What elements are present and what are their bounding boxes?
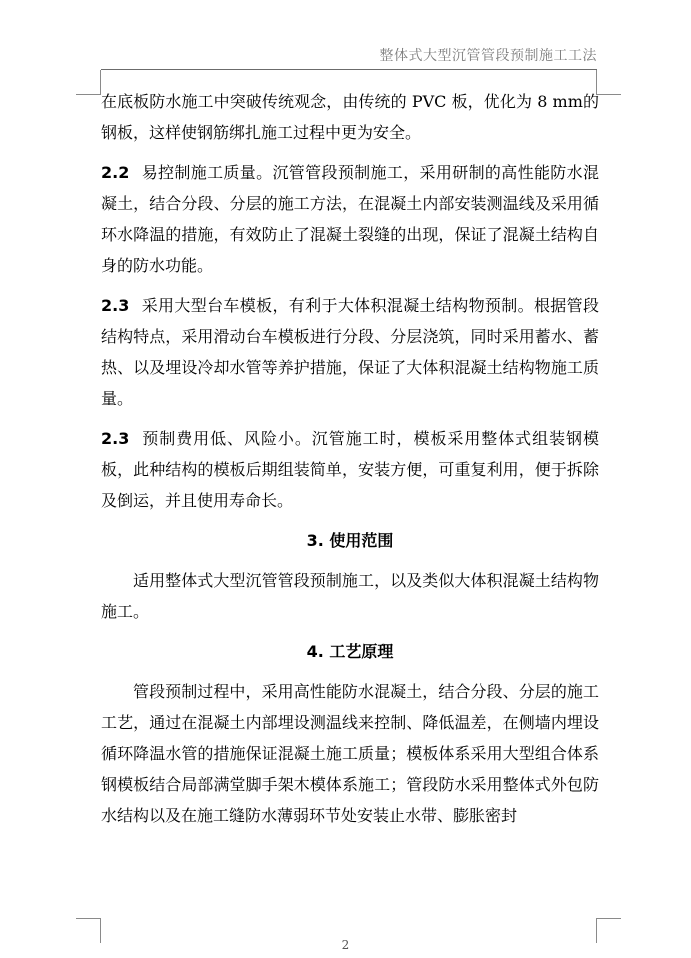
section-heading-4: 4. 工艺原理 (306, 642, 394, 661)
paragraph-text: 预制费用低、风险小。沉管施工时，模板采用整体式组装钢模板，此种结构的模板后期组装简单，安装方便，可重复利用，便于拆除及倒运，并且使用寿命长。 (101, 429, 599, 510)
item-number: 2.3 (101, 429, 130, 448)
paragraph-2-3a (101, 290, 599, 414)
paragraph-2-2 (101, 157, 599, 281)
running-header: 整体式大型沉管管段预制施工工法 (379, 48, 597, 64)
paragraph-principle: 管段预制过程中，采用高性能防水混凝土，结合分段、分层的施工工艺，通过在混凝土内部埋设测温线来控制、降低温差，在侧墙内埋设循环降温水管的措施保证混凝土施工质量；模板体系采用大型组合体系钢模板结合局部满堂脚手架木模体系施工；管段防水采用整体式外包防水结构以及在施工缝防水薄弱环节处安装止水带、膨胀密封 (101, 682, 599, 825)
paragraph-continued: 在底板防水施工中突破传统观念，由传统的 PVC 板，优化为 8 mm的钢板，这样使钢筋绑扎施工过程中更为安全。 (101, 92, 599, 142)
paragraph-text: 易控制施工质量。沉管管段预制施工，采用研制的高性能防水混凝土，结合分段、分层的施工方法，在混凝土内部安装测温线及采用循环水降温的措施，有效防止了混凝土裂缝的出现，保证了混凝土结构自身的防水功能。 (101, 163, 599, 275)
crop-mark-top-right (596, 70, 621, 95)
paragraph-2-3b (101, 423, 599, 516)
page-number: 2 (341, 938, 350, 952)
section-heading-3: 3. 使用范围 (306, 531, 394, 550)
item-number: 2.2 (101, 163, 130, 182)
item-number: 2.3 (101, 296, 130, 315)
paragraph-text: 采用大型台车模板，有利于大体积混凝土结构物预制。根据管段结构特点，采用滑动台车模板进行分段、分层浇筑，同时采用蓄水、蓄热、以及埋设冷却水管等养护措施，保证了大体积混凝土结构物施工质量。 (101, 296, 599, 408)
paragraph-scope: 适用整体式大型沉管管段预制施工，以及类似大体积混凝土结构物施工。 (101, 571, 599, 621)
body-text (101, 86, 599, 831)
crop-mark-top-left (76, 70, 101, 95)
header-rule (101, 69, 597, 70)
